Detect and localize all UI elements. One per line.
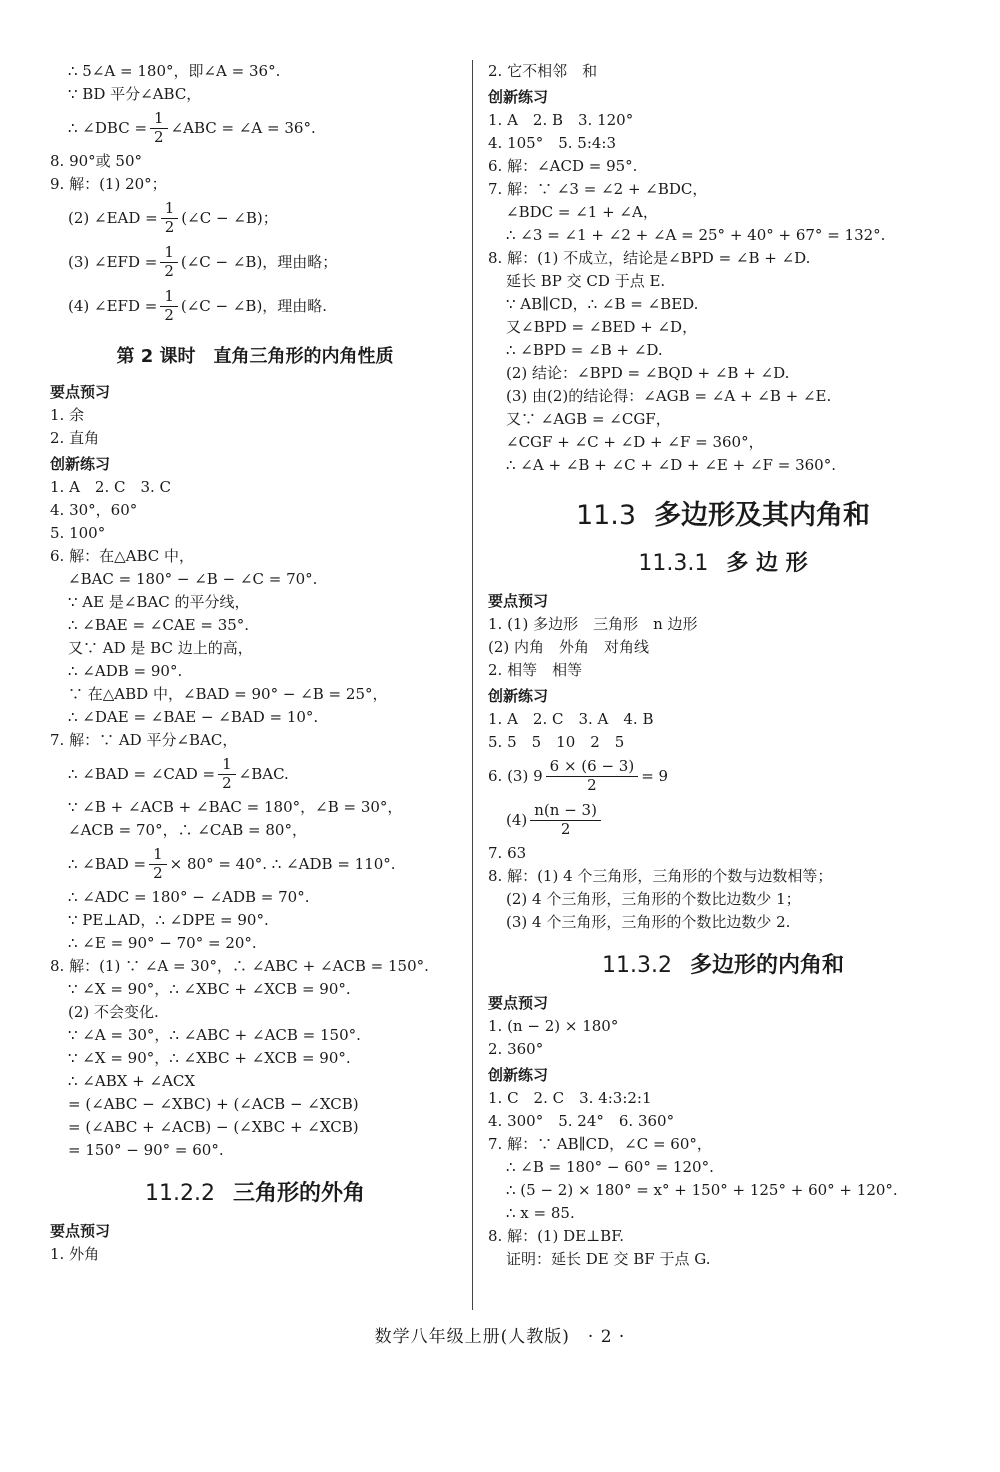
fraction-line: (4) ∠EFD = $\frac{1}{2}$ (∠C − ∠B)，理由略. bbox=[68, 287, 328, 324]
answer-line: 5. 100° bbox=[50, 524, 106, 542]
answer-line: 8. 90°或 50° bbox=[50, 152, 143, 170]
answer-line: (3) 4 个三角形，三角形的个数比边数少 2. bbox=[506, 913, 791, 931]
fraction-line: (4) $\frac{n(n - 3)}{2}$ bbox=[488, 798, 958, 842]
section-name: 三角形的外角 bbox=[232, 1181, 365, 1206]
answer-line: ∴ ∠ABX + ∠ACX bbox=[68, 1072, 196, 1090]
fraction-line: ∴ ∠DBC = $\frac{1}{2}$ ∠ABC = ∠A = 36°. bbox=[68, 109, 316, 146]
answer-line: ∵ ∠B + ∠ACB + ∠BAC = 180°，∠B = 30°， bbox=[68, 798, 403, 816]
answer-line: 1. C 2. C 3. 4:3:2:1 bbox=[488, 1089, 652, 1107]
answer-line: 又∠BPD = ∠BED + ∠D， bbox=[506, 318, 698, 336]
answer-line: ∵ PE⊥AD，∴ ∠DPE = 90°. bbox=[68, 911, 269, 929]
section-title: 第 2 课时 直角三角形的内角性质 bbox=[116, 346, 394, 367]
fraction-line: ∴ ∠BAD = ∠CAD = $\frac{1}{2}$ ∠BAC. bbox=[68, 755, 289, 792]
answer-line: 延长 BP 交 CD 于点 E. bbox=[506, 272, 666, 290]
answer-line: 8. 解：(1) 4 个三角形，三角形的个数与边数相等； bbox=[488, 867, 833, 885]
answer-line: = (∠ABC + ∠ACB) − (∠XBC + ∠XCB) bbox=[68, 1118, 359, 1136]
answer-line: 1. A 2. C 3. C bbox=[50, 478, 172, 496]
answer-line: ∵ ∠A = 30°，∴ ∠ABC + ∠ACB = 150°. bbox=[68, 1026, 361, 1044]
answer-line: 7. 解：∵ AB∥CD，∠C = 60°， bbox=[488, 1135, 712, 1153]
answer-line: 4. 300° 5. 24° 6. 360° bbox=[488, 1112, 675, 1130]
subsection-label: 创新练习 bbox=[50, 455, 111, 473]
section-name: 多 边 形 bbox=[726, 551, 808, 576]
answer-line: 7. 63 bbox=[488, 844, 527, 862]
answer-line: 8. 解：(1) DE⊥BF. bbox=[488, 1227, 625, 1245]
section-number: 11.3.1 bbox=[638, 551, 709, 576]
left-column bbox=[50, 60, 460, 1266]
answer-line: ∴ (5 − 2) × 180° = x° + 150° + 125° + 60° + 120°. bbox=[506, 1181, 898, 1199]
answer-line: ∴ x = 85. bbox=[506, 1204, 575, 1222]
text-line: ∴ 5∠A = 180°，即∠A = 36°. bbox=[68, 62, 281, 80]
right-column bbox=[488, 60, 958, 1271]
fraction: $\frac{1}{2}$ bbox=[150, 110, 168, 146]
section-title bbox=[488, 948, 958, 979]
answer-line: 4. 105° 5. 5:4:3 bbox=[488, 134, 617, 152]
section-title bbox=[50, 1176, 460, 1207]
answer-line: 4. 30°，60° bbox=[50, 501, 138, 519]
answer-line: ∴ ∠A + ∠B + ∠C + ∠D + ∠E + ∠F = 360°. bbox=[506, 456, 836, 474]
answer-line: (2) 结论：∠BPD = ∠BQD + ∠B + ∠D. bbox=[506, 364, 790, 382]
subsection-label: 创新练习 bbox=[488, 687, 549, 705]
answer-line: 1. (n − 2) × 180° bbox=[488, 1017, 619, 1035]
answer-line: 2. 直角 bbox=[50, 429, 100, 447]
answer-line: (3) 由(2)的结论得：∠AGB = ∠A + ∠B + ∠E. bbox=[506, 387, 832, 405]
answer-line: 1. 外角 bbox=[50, 1245, 100, 1263]
answer-line: (2) 内角 外角 对角线 bbox=[488, 638, 650, 656]
answer-line: ∴ ∠ADB = 90°. bbox=[68, 662, 183, 680]
column-divider bbox=[472, 60, 473, 1310]
answer-line: ∴ ∠B = 180° − 60° = 120°. bbox=[506, 1158, 714, 1176]
answer-line: 2. 360° bbox=[488, 1040, 544, 1058]
subsection-label: 要点预习 bbox=[50, 383, 111, 401]
answer-line: = 150° − 90° = 60°. bbox=[68, 1141, 224, 1159]
answer-line: 1. A 2. B 3. 120° bbox=[488, 111, 634, 129]
answer-line: ∠ACB = 70°，∴ ∠CAB = 80°， bbox=[68, 821, 307, 839]
answer-line: 又∵ ∠AGB = ∠CGF， bbox=[506, 410, 671, 428]
answer-line: 7. 解：∵ AD 平分∠BAC， bbox=[50, 731, 238, 749]
answer-line: (2) 不会变化. bbox=[68, 1003, 159, 1021]
subsection-label: 要点预习 bbox=[488, 994, 549, 1012]
page-footer: 数学八年级上册(人教版) · 2 · bbox=[374, 1327, 626, 1347]
answer-line: ∵ AB∥CD，∴ ∠B = ∠BED. bbox=[506, 295, 699, 313]
answer-line: 5. 5 5 10 2 5 bbox=[488, 733, 625, 751]
section-number: 11.2.2 bbox=[145, 1181, 215, 1206]
answer-line: 2. 它不相邻 和 bbox=[488, 62, 598, 80]
answer-line: (2) 4 个三角形，三角形的个数比边数少 1； bbox=[506, 890, 801, 908]
answer-line: ∠BDC = ∠1 + ∠A， bbox=[506, 203, 658, 221]
answer-line: 2. 相等 相等 bbox=[488, 661, 583, 679]
section-title bbox=[488, 493, 958, 532]
fraction: $\frac{6 \times (6 - 3)}{2}$ bbox=[546, 758, 639, 794]
answer-line: ∵ ∠X = 90°，∴ ∠XBC + ∠XCB = 90°. bbox=[68, 1049, 351, 1067]
answer-line: ∠BAC = 180° − ∠B − ∠C = 70°. bbox=[68, 570, 318, 588]
answer-line: ∵ 在△ABD 中，∠BAD = 90° − ∠B = 25°， bbox=[68, 685, 388, 703]
fraction-line: ∴ ∠BAD = $\frac{1}{2}$ × 80° = 40°. ∴ ∠ADB = 110°. bbox=[68, 845, 396, 882]
answer-line: ∴ ∠3 = ∠1 + ∠2 + ∠A = 25° + 40° + 67° = 132°. bbox=[506, 226, 886, 244]
fraction: $\frac{1}{2}$ bbox=[149, 846, 167, 882]
section-name: 多边形的内角和 bbox=[689, 953, 844, 978]
subsection-label: 创新练习 bbox=[488, 1066, 549, 1084]
fraction-line: (3) ∠EFD = $\frac{1}{2}$ (∠C − ∠B)，理由略； bbox=[68, 243, 338, 280]
answer-line: ∴ ∠BAE = ∠CAE = 35°. bbox=[68, 616, 250, 634]
answer-line: 1. A 2. C 3. A 4. B bbox=[488, 710, 654, 728]
fraction: $\frac{1}{2}$ bbox=[160, 244, 178, 280]
answer-line: ∵ ∠X = 90°，∴ ∠XBC + ∠XCB = 90°. bbox=[68, 980, 351, 998]
answer-line: ∵ AE 是∠BAC 的平分线， bbox=[68, 593, 250, 611]
section-number: 11.3.2 bbox=[602, 953, 672, 978]
answer-line: = (∠ABC − ∠XBC) + (∠ACB − ∠XCB) bbox=[68, 1095, 359, 1113]
subsection-label: 要点预习 bbox=[50, 1222, 111, 1240]
answer-line: 9. 解：(1) 20°； bbox=[50, 175, 167, 193]
answer-line: ∠CGF + ∠C + ∠D + ∠F = 360°， bbox=[506, 433, 764, 451]
subsection-label: 创新练习 bbox=[488, 88, 549, 106]
answer-line: 6. 解：∠ACD = 95°. bbox=[488, 157, 638, 175]
answer-line: 8. 解：(1) ∵ ∠A = 30°，∴ ∠ABC + ∠ACB = 150°. bbox=[50, 957, 429, 975]
answer-line: ∴ ∠ADC = 180° − ∠ADB = 70°. bbox=[68, 888, 310, 906]
fraction-line: 6. (3) 9 $\frac{6 \times (6 - 3)}{2}$ = 9 bbox=[488, 757, 669, 794]
fraction: $\frac{1}{2}$ bbox=[161, 200, 179, 236]
answer-line: 7. 解：∵ ∠3 = ∠2 + ∠BDC， bbox=[488, 180, 708, 198]
answer-line: ∴ ∠DAE = ∠BAE − ∠BAD = 10°. bbox=[68, 708, 319, 726]
section-number: 11.3 bbox=[575, 500, 637, 531]
subsection-label: 要点预习 bbox=[488, 592, 549, 610]
answer-line: 6. 解：在△ABC 中， bbox=[50, 547, 194, 565]
fraction-line: (2) ∠EAD = $\frac{1}{2}$ (∠C − ∠B)； bbox=[68, 199, 278, 236]
fraction: $\frac{n(n - 3)}{2}$ bbox=[530, 802, 601, 838]
section-title bbox=[488, 546, 958, 577]
fraction: $\frac{1}{2}$ bbox=[218, 756, 236, 792]
answer-line: ∴ ∠BPD = ∠B + ∠D. bbox=[506, 341, 663, 359]
text-line: ∵ BD 平分∠ABC， bbox=[68, 85, 202, 103]
answer-line: 1. 余 bbox=[50, 406, 85, 424]
answer-line: 8. 解：(1) 不成立，结论是∠BPD = ∠B + ∠D. bbox=[488, 249, 811, 267]
answer-line: 1. (1) 多边形 三角形 n 边形 bbox=[488, 615, 698, 633]
answer-line: 证明：延长 DE 交 BF 于点 G. bbox=[506, 1250, 711, 1268]
section-name: 多边形及其内角和 bbox=[654, 500, 871, 531]
fraction: $\frac{1}{2}$ bbox=[160, 288, 178, 324]
answer-line: 又∵ AD 是 BC 边上的高， bbox=[68, 639, 253, 657]
answer-line: ∴ ∠E = 90° − 70° = 20°. bbox=[68, 934, 257, 952]
